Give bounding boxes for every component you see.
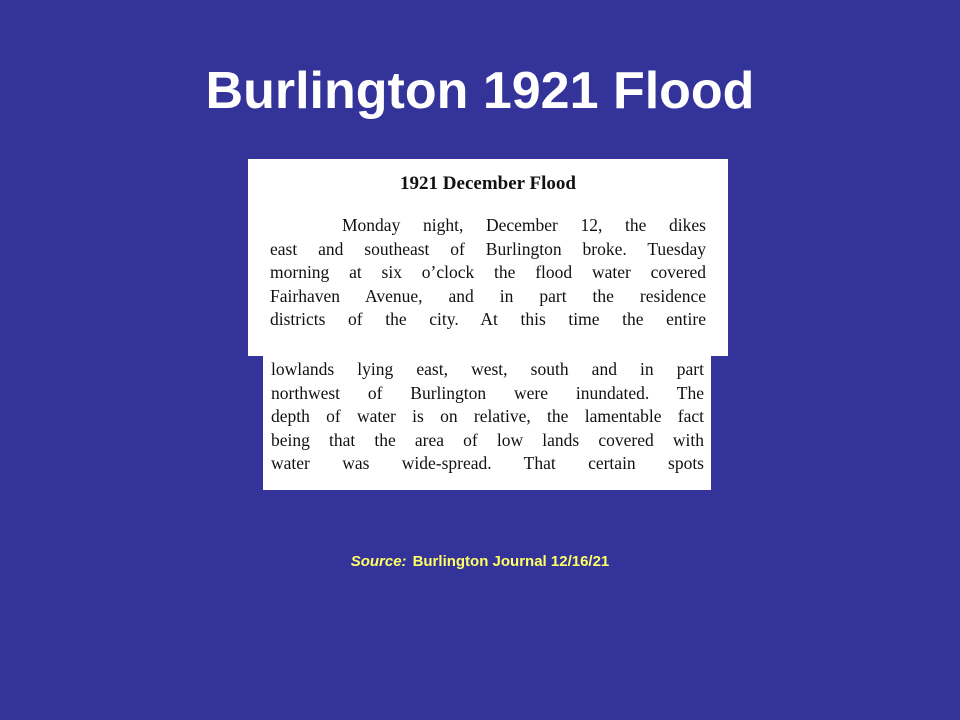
clipping-heading: 1921 December Flood xyxy=(400,173,576,194)
clipping-paragraph-bottom xyxy=(271,358,704,476)
source-text: Burlington Journal 12/16/21 xyxy=(412,553,610,570)
newspaper-clipping-bottom xyxy=(263,352,711,490)
clipping-line: morning at six o’clock the flood water covered xyxy=(270,262,706,282)
slide-title: Burlington 1921 Flood xyxy=(205,62,755,120)
newspaper-clipping-top xyxy=(248,159,728,356)
source-citation xyxy=(0,552,960,572)
clipping-line: lowlands lying east, west, south and in part xyxy=(271,359,704,379)
clipping-line: northwest of Burlington were inundated. The xyxy=(271,382,704,403)
clipping-line: east and southeast of Burlington broke. Tuesday xyxy=(270,238,706,259)
clipping-line: districts of the city. At this time the entire xyxy=(270,309,706,329)
clipping-line: Monday night, December 12, the dikes xyxy=(342,215,706,235)
clipping-line: depth of water is on relative, the lamentable fact xyxy=(271,406,704,426)
clipping-line: Fairhaven Avenue, and in part the residence xyxy=(270,285,706,306)
clipping-line: water was wide-spread. That certain spots xyxy=(271,453,704,473)
clipping-paragraph-top xyxy=(270,214,706,332)
source-label: Source: xyxy=(350,553,407,570)
clipping-line: being that the area of low lands covered with xyxy=(271,429,704,450)
